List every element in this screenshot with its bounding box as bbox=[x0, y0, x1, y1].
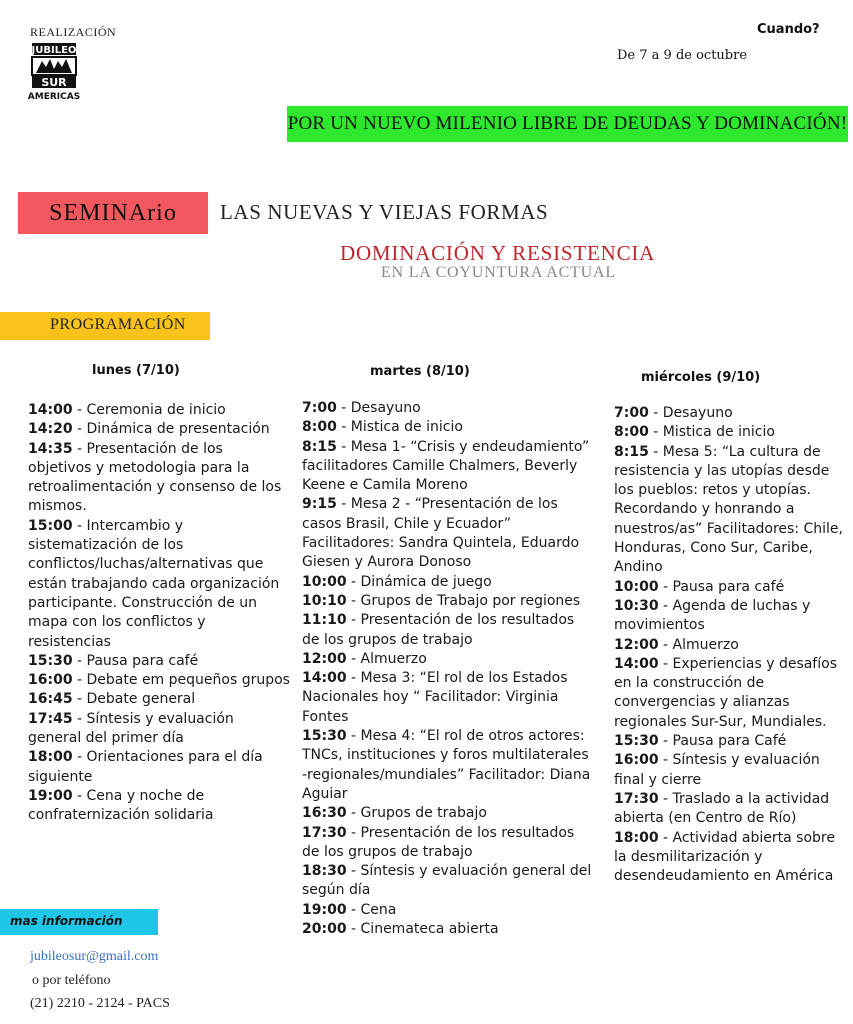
schedule-item bbox=[614, 751, 850, 790]
schedule-item bbox=[302, 611, 592, 650]
schedule-item bbox=[614, 655, 850, 732]
schedule-description: - Actividad abierta sobre la desmilitarización y desendeudamiento en América bbox=[614, 829, 835, 885]
schedule-time: 14:20 bbox=[28, 421, 73, 438]
schedule-item bbox=[302, 418, 592, 437]
schedule-description: - Intercambio y sistematización de los conflictos/luchas/alternativas que están trabajando cada organización participante. Construcción de un mapa con los conflictos y resistencias bbox=[28, 517, 280, 650]
svg-text:JUBILEO: JUBILEO bbox=[31, 45, 77, 56]
schedule-item bbox=[28, 787, 290, 826]
schedule-item bbox=[614, 597, 850, 636]
jubileo-sur-logo bbox=[28, 43, 80, 103]
schedule-time: 14:00 bbox=[28, 402, 73, 418]
schedule-description: - Desayuno bbox=[648, 405, 733, 421]
schedule-item bbox=[302, 399, 592, 418]
schedule-description: - Síntesis y evaluación general del según día bbox=[302, 863, 592, 899]
schedule-item bbox=[614, 578, 850, 597]
schedule-item bbox=[614, 423, 850, 442]
schedule-description: - Traslado a la actividad abierta (en Centro de Río) bbox=[614, 790, 830, 827]
schedule-item bbox=[28, 652, 290, 671]
schedule-description: - Grupos de Trabajo por regiones bbox=[346, 592, 581, 609]
schedule-time: 10:00 bbox=[614, 578, 659, 595]
schedule-description: - Cena y noche de confraternización solidaria bbox=[28, 787, 214, 824]
contact-phone-number: (21) 2210 - 2124 - PACS bbox=[30, 996, 170, 1011]
schedule-description: - Mesa 3: “El rol de los Estados Nacionales hoy “ Facilitador: Virginia Fontes bbox=[302, 670, 568, 725]
schedule-item bbox=[302, 438, 592, 496]
contact-telefono-label: o por teléfono bbox=[32, 973, 111, 988]
svg-text:SUR: SUR bbox=[41, 76, 67, 89]
schedule-item bbox=[614, 404, 850, 423]
schedule-item bbox=[28, 690, 290, 709]
schedule-time: 16:00 bbox=[28, 672, 73, 689]
schedule-time: 16:00 bbox=[614, 752, 659, 769]
schedule-description: - Mesa 1- “Crisis y endeudamiento” facilitadores Camille Chalmers, Beverly Keene e Camila Moreno bbox=[302, 438, 590, 494]
schedule-description: - Almuerzo bbox=[658, 636, 739, 653]
schedule-description: - Cinemateca abierta bbox=[346, 921, 499, 938]
schedule-description: - Síntesis y evaluación general del primer día bbox=[28, 710, 234, 747]
schedule-description: - Debate general bbox=[72, 691, 196, 708]
schedule-item bbox=[28, 748, 290, 787]
schedule-description: - Agenda de luchas y movimientos bbox=[614, 597, 811, 634]
schedule-time: 19:00 bbox=[302, 901, 347, 918]
slogan-banner: POR UN NUEVO MILENIO LIBRE DE DEUDAS Y DOMINACIÓN! bbox=[287, 106, 848, 142]
schedule-time: 14:00 bbox=[614, 655, 659, 672]
schedule-time: 15:00 bbox=[28, 517, 73, 534]
schedule-description: - Desayuno bbox=[336, 400, 421, 416]
schedule-item bbox=[302, 727, 592, 804]
schedule-time: 8:15 bbox=[614, 443, 649, 460]
schedule-description: - Mistica de inicio bbox=[336, 419, 463, 436]
title-line-2: DOMINACIÓN Y RESISTENCIA bbox=[340, 241, 656, 265]
schedule-miercoles bbox=[614, 404, 850, 886]
event-dates: De 7 a 9 de octubre bbox=[617, 48, 748, 63]
schedule-description: - Experiencias y desafíos en la construcción de convergencias y alianzas regionales Sur-Sur, Mundiales. bbox=[614, 655, 837, 730]
programacion-header bbox=[0, 312, 210, 340]
schedule-time: 18:00 bbox=[28, 749, 73, 766]
schedule-time: 7:00 bbox=[614, 405, 649, 421]
schedule-description: - Almuerzo bbox=[346, 650, 427, 667]
schedule-time: 17:45 bbox=[28, 710, 73, 727]
schedule-time: 18:30 bbox=[302, 863, 347, 880]
schedule-time: 7:00 bbox=[302, 400, 337, 416]
schedule-item bbox=[28, 420, 290, 439]
schedule-item bbox=[28, 517, 290, 652]
contact-email-link[interactable]: jubileosur@gmail.com bbox=[30, 949, 159, 964]
schedule-time: 10:10 bbox=[302, 592, 347, 609]
schedule-time: 17:30 bbox=[302, 824, 347, 841]
schedule-item bbox=[302, 901, 592, 920]
schedule-description: - Mesa 5: “La cultura de resistencia y las utopías desde los pueblos: retos y utopías. Recordando y honrando a nuestros/as” Facilitadores: Chile, Honduras, Cono Sur, Caribe, Andino bbox=[614, 443, 843, 576]
schedule-time: 15:30 bbox=[614, 733, 659, 750]
schedule-description: - Presentación de los resultados de los grupos de trabajo bbox=[302, 612, 575, 648]
title-line-3: EN LA COYUNTURA ACTUAL bbox=[381, 264, 616, 281]
schedule-time: 16:45 bbox=[28, 691, 73, 708]
schedule-time: 15:30 bbox=[302, 728, 347, 745]
schedule-item bbox=[28, 710, 290, 749]
realizacion-label: REALIZACIÓN bbox=[30, 25, 117, 39]
schedule-description: - Grupos de trabajo bbox=[346, 805, 487, 822]
schedule-item bbox=[28, 440, 290, 517]
programacion-label: PROGRAMACIÓN bbox=[50, 316, 186, 333]
schedule-description: - Ceremonia de inicio bbox=[72, 402, 226, 418]
schedule-item bbox=[302, 669, 592, 727]
schedule-time: 15:30 bbox=[28, 652, 73, 669]
schedule-item bbox=[614, 829, 850, 887]
title-line-1: LAS NUEVAS Y VIEJAS FORMAS bbox=[220, 200, 549, 224]
cuando-label: Cuando? bbox=[757, 22, 820, 37]
schedule-item bbox=[302, 495, 592, 572]
schedule-description: - Mistica de inicio bbox=[648, 424, 775, 441]
schedule-description: - Debate em pequeños grupos bbox=[72, 672, 290, 689]
schedule-martes bbox=[302, 399, 592, 939]
schedule-time: 8:00 bbox=[614, 424, 649, 441]
schedule-time: 20:00 bbox=[302, 921, 347, 938]
schedule-time: 11:10 bbox=[302, 612, 347, 629]
schedule-time: 16:30 bbox=[302, 805, 347, 822]
schedule-time: 19:00 bbox=[28, 787, 73, 804]
schedule-time: 9:15 bbox=[302, 496, 337, 513]
schedule-description: - Mesa 2 - “Presentación de los casos Brasil, Chile y Ecuador” Facilitadores: Sandra Quintela, Eduardo Giesen y Aurora Donoso bbox=[302, 496, 580, 571]
schedule-description: - Mesa 4: “El rol de otros actores: TNCs, instituciones y foros multilaterales -regionales/mundiales” Facilitador: Diana Aguiar bbox=[302, 728, 591, 802]
schedule-description: - Pausa para café bbox=[658, 578, 785, 595]
schedule-description: - Presentación de los objetivos y metodologia para la retroalimentación y consenso de los mismos. bbox=[28, 440, 282, 515]
schedule-item bbox=[302, 592, 592, 611]
schedule-time: 10:00 bbox=[302, 573, 347, 590]
mas-informacion-header bbox=[0, 909, 158, 935]
schedule-item bbox=[614, 790, 850, 829]
schedule-item bbox=[302, 862, 592, 901]
schedule-item bbox=[28, 401, 290, 420]
schedule-time: 17:30 bbox=[614, 790, 659, 807]
schedule-description: - Síntesis y evaluación final y cierre bbox=[614, 752, 820, 788]
schedule-time: 8:15 bbox=[302, 438, 337, 455]
schedule-description: - Pausa para café bbox=[72, 652, 199, 669]
schedule-item bbox=[614, 732, 850, 751]
schedule-description: - Dinámica de juego bbox=[346, 573, 492, 590]
schedule-time: 12:00 bbox=[302, 650, 347, 667]
schedule-description: - Presentación de los resultados de los grupos de trabajo bbox=[302, 824, 575, 860]
seminario-label: SEMINArio bbox=[18, 192, 208, 234]
schedule-item bbox=[302, 920, 592, 939]
schedule-description: - Dinámica de presentación bbox=[72, 421, 270, 438]
schedule-item bbox=[302, 573, 592, 592]
schedule-item bbox=[302, 804, 592, 823]
schedule-description: - Cena bbox=[346, 901, 397, 918]
schedule-item bbox=[614, 443, 850, 578]
schedule-lunes bbox=[28, 401, 290, 826]
schedule-item bbox=[302, 824, 592, 863]
schedule-time: 12:00 bbox=[614, 636, 659, 653]
day-heading-miercoles: miércoles (9/10) bbox=[641, 370, 761, 385]
schedule-time: 18:00 bbox=[614, 829, 659, 846]
svg-text:AMERICAS: AMERICAS bbox=[28, 92, 80, 102]
schedule-item bbox=[614, 636, 850, 655]
schedule-time: 10:30 bbox=[614, 597, 659, 614]
schedule-item bbox=[302, 650, 592, 669]
schedule-description: - Pausa para Café bbox=[658, 733, 787, 750]
day-heading-martes: martes (8/10) bbox=[370, 364, 470, 379]
schedule-time: 14:35 bbox=[28, 440, 73, 457]
schedule-item bbox=[28, 671, 290, 690]
day-heading-lunes: lunes (7/10) bbox=[92, 363, 180, 378]
mas-informacion-label: mas información bbox=[10, 914, 123, 928]
schedule-time: 14:00 bbox=[302, 670, 347, 687]
schedule-description: - Orientaciones para el día siguiente bbox=[28, 749, 263, 785]
schedule-time: 8:00 bbox=[302, 419, 337, 436]
